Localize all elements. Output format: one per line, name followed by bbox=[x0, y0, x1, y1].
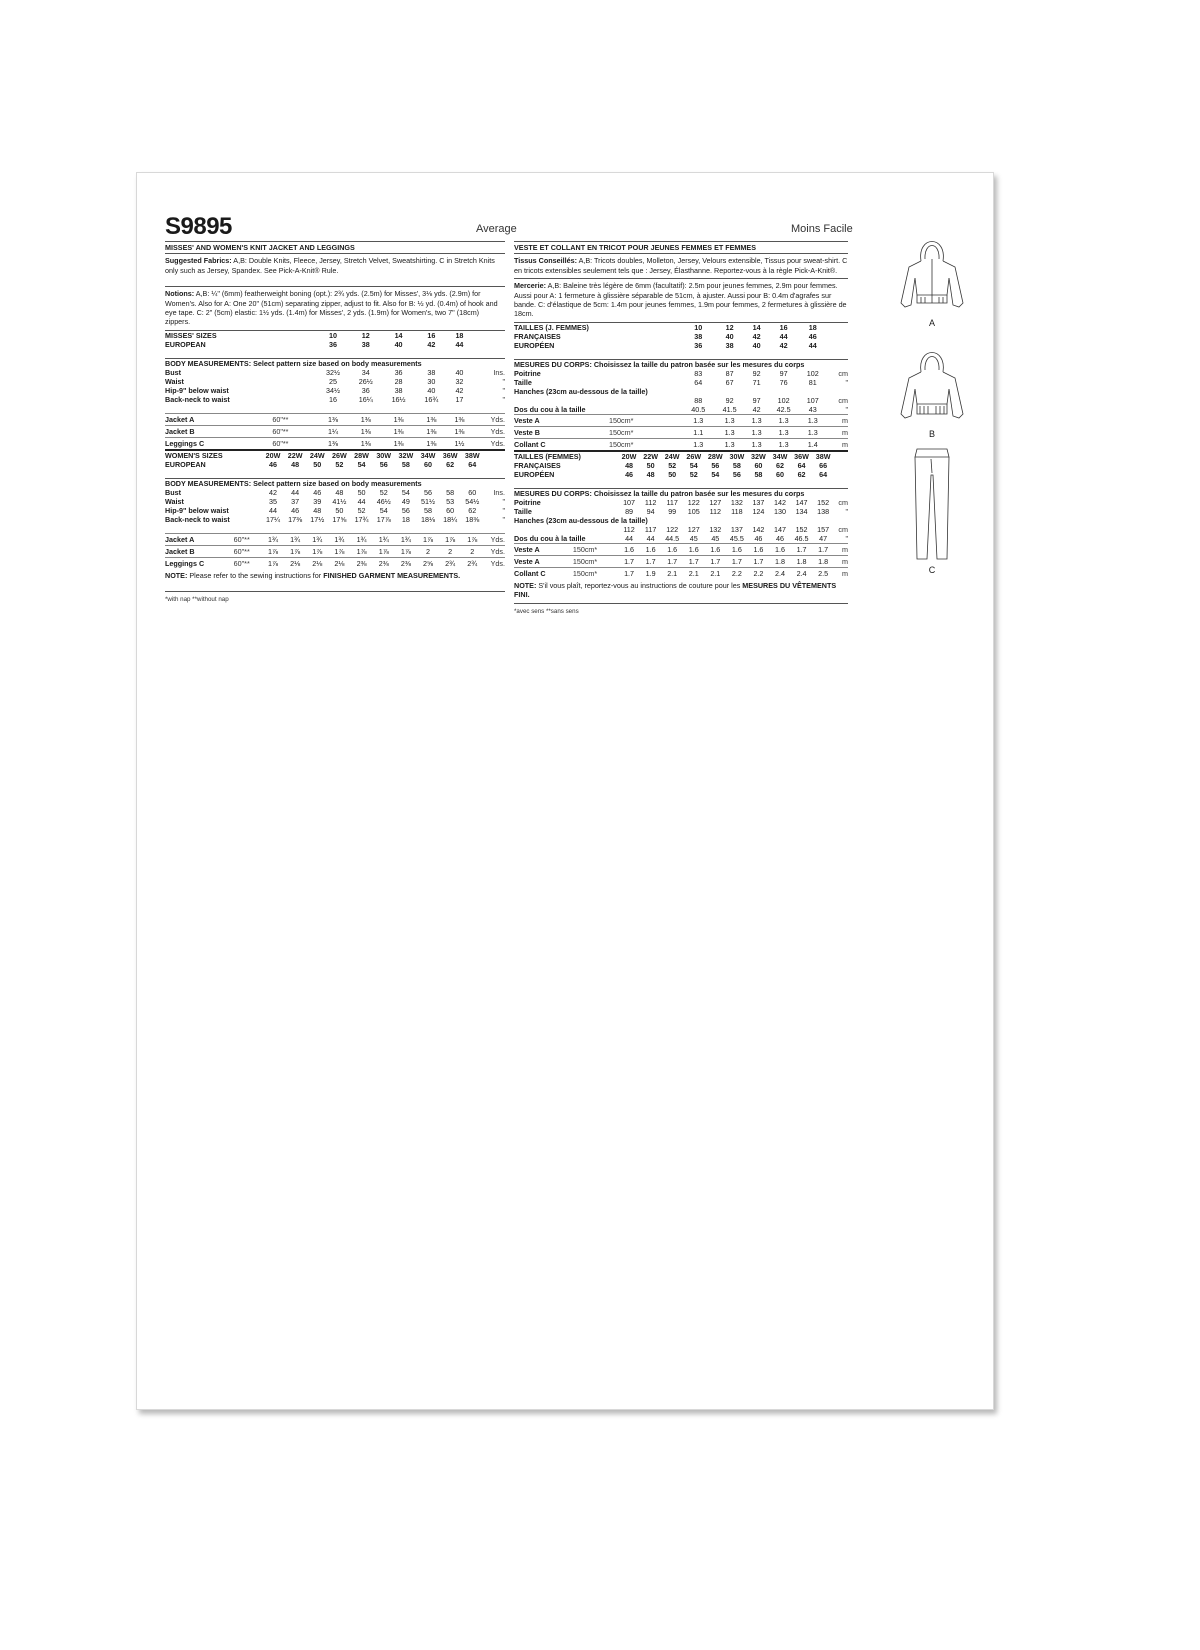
table-row: TAILLES (J. FEMMES) 10 12 14 16 18 bbox=[514, 322, 817, 332]
table-row: FRANÇAISES 48 50 52 54 56 58 60 62 64 66 bbox=[514, 460, 828, 470]
table-row: Jacket A 60"** 1¾ 1¾ 1¾ 1¾ 1¾ 1¾ 1¾ 1⅞ 1⅞ 1⅞ Yds. bbox=[165, 534, 505, 544]
fabrics-fr: Tissus Conseillés: A,B: Tricots doubles, Molleton, Jersey, Velours extensible, Tissus pour sweat-shirt. C en tricots extensibles seulement tels que : Jersey, Élasthanne. Reportez-vous à la règle Pick-A-Knit®. bbox=[514, 256, 848, 275]
women-table-fr bbox=[514, 452, 848, 579]
misses-table-fr bbox=[514, 323, 848, 450]
table-row: 88 92 97 102 107 cm bbox=[694, 395, 848, 405]
footnote-en: *with nap **without nap bbox=[165, 596, 229, 604]
note-fr: NOTE: S'il vous plaît, reportez-vous au instructions de couture pour les MESURES DU VÊTEMENTS FINI. bbox=[514, 580, 837, 600]
leggings-c-icon bbox=[887, 445, 977, 565]
table-row: BODY MEASUREMENTS: Select pattern size based on body measurements bbox=[165, 478, 505, 488]
table-row: Poitrine 83 87 92 97 102 cm bbox=[514, 368, 848, 378]
table-row: FRANÇAISES 38 40 42 44 46 bbox=[514, 331, 817, 341]
notions-en: Notions: A,B: ¼" (6mm) featherweight boning (opt.): 2¾ yds. (2.5m) for Misses', 3⅛ yds. (2.9m) for Women's. Also for A: One 20" (51cm) separating zipper, adjust to fit. Also for B: ½ yd. (0.4m) of hook and eye tape. C: 2" (5cm) elastic: 1½ yds. (1.4m) for Misses', 2 yds. (1.9m) for Women's, two 7" (18cm) zippers. bbox=[165, 289, 498, 327]
table-row: Jacket B 60"** 1¼ 1⅜ 1⅜ 1⅜ 1⅜ Yds. bbox=[165, 426, 505, 436]
table-row: Veste B 150cm* 1.1 1.3 1.3 1.3 1.3 m bbox=[514, 427, 848, 437]
table-row: Veste A 150cm* 1.7 1.7 1.7 1.7 1.7 1.7 1.7 1.8 1.8 1.8 m bbox=[514, 556, 848, 566]
table-row: Dos du cou à la taille 40.5 41.5 42 42.5 43 " bbox=[514, 404, 848, 414]
table-row: WOMEN'S SIZES 20W 22W 24W 26W 28W 30W 32W 34W 36W 38W bbox=[165, 450, 480, 460]
table-row bbox=[165, 404, 505, 414]
garment-illustrations bbox=[887, 223, 977, 581]
table-row: MESURES DU CORPS: Choisissez la taille du patron basée sur les mesures du corps bbox=[514, 488, 848, 498]
table-row: MESURES DU CORPS: Choisissez la taille du patron basée sur les mesures du corps bbox=[514, 359, 848, 369]
table-row: Hip-9" below waist 34½ 36 38 40 42 " bbox=[165, 385, 505, 395]
french-column bbox=[514, 241, 848, 616]
women-table-en bbox=[165, 451, 505, 569]
table-row: TAILLES (FEMMES) 20W 22W 24W 26W 28W 30W 32W 34W 36W 38W bbox=[514, 451, 831, 461]
table-row: Veste A 150cm* 1.6 1.6 1.6 1.6 1.6 1.6 1.6 1.6 1.7 1.7 m bbox=[514, 544, 848, 554]
table-row: Taille 64 67 71 76 81 " bbox=[514, 377, 848, 387]
table-row: Leggings C 60"** 1⅞ 2⅛ 2⅛ 2⅛ 2⅜ 2⅜ 2⅜ 2⅝ 2¾ 2¾ Yds. bbox=[165, 558, 505, 568]
table-row bbox=[514, 479, 848, 489]
table-row: EUROPÉEN 36 38 40 42 44 bbox=[514, 340, 817, 350]
notions-fr: Mercerie: A,B: Baleine très légère de 6mm (facultatif): 2.5m pour jeunes femmes, 2.9m pour femmes. Aussi pour A: 1 fermeture à glissière séparable de 51cm, à ajuster. Aussi pour B: 0.4m d'agrafes sur bande. C: d'élastique de 5cm: 1.4m pour jeunes femmes, 1.9m pour femmes, 2 fermetures à glissière de 18cm. bbox=[514, 281, 847, 319]
table-row: EUROPEAN 36 38 40 42 44 bbox=[165, 339, 464, 349]
pattern-envelope-back bbox=[136, 172, 994, 1410]
table-row: 112 117 122 127 132 137 142 147 152 157 cm bbox=[623, 524, 848, 534]
table-row: Veste A 150cm* 1.3 1.3 1.3 1.3 1.3 m bbox=[514, 415, 848, 425]
table-row: EUROPÉEN 46 48 50 52 54 56 58 60 62 64 bbox=[514, 469, 828, 479]
table-row: Leggings C 60"** 1⅜ 1⅜ 1⅜ 1⅜ 1½ Yds. bbox=[165, 438, 505, 448]
table-row: Dos du cou à la taille 44 44 44.5 45 45 45.5 46 46 46.5 47 " bbox=[514, 533, 848, 543]
view-a-label: A bbox=[928, 318, 935, 328]
table-row: Bust 42 44 46 48 50 52 54 56 58 60 Ins. bbox=[165, 487, 505, 497]
view-c-label: C bbox=[928, 565, 936, 575]
difficulty-en: Average bbox=[476, 223, 517, 235]
table-row: Back-neck to waist 17¼ 17⅜ 17½ 17⅝ 17¾ 17⅞ 18 18⅛ 18¼ 18⅜ " bbox=[165, 514, 505, 524]
table-row: MISSES' SIZES 10 12 14 16 18 bbox=[165, 330, 464, 340]
note-en: NOTE: Please refer to the sewing instructions for FINISHED GARMENT MEASUREMENTS. bbox=[165, 570, 461, 580]
table-row: Collant C 150cm* 1.7 1.9 2.1 2.1 2.1 2.2 2.2 2.4 2.4 2.5 m bbox=[514, 568, 848, 578]
footnote-fr: *avec sens **sans sens bbox=[514, 607, 579, 615]
table-row: Waist 25 26½ 28 30 32 " bbox=[165, 376, 505, 386]
table-row: Poitrine 107 112 117 122 127 132 137 142 147 152 cm bbox=[514, 497, 848, 507]
title-fr: VESTE ET COLLANT EN TRICOT POUR JEUNES FEMMES ET FEMMES bbox=[514, 243, 756, 252]
fabrics-en: Suggested Fabrics: A,B: Double Knits, Fleece, Jersey, Stretch Velvet, Sweatshirting. C in Stretch Knits only such as Jersey, Spandex. See Pick-A-Knit® Rule. bbox=[165, 256, 495, 275]
table-row: Jacket B 60"** 1⅞ 1⅞ 1⅞ 1⅞ 1⅞ 1⅞ 1⅞ 2 2 2 Yds. bbox=[165, 546, 505, 556]
table-row: Jacket A 60"** 1⅜ 1⅜ 1⅜ 1⅜ 1⅜ Yds. bbox=[165, 414, 505, 424]
table-row: Collant C 150cm* 1.3 1.3 1.3 1.3 1.4 m bbox=[514, 439, 848, 449]
english-column bbox=[165, 241, 505, 605]
table-row: Bust 32½ 34 36 38 40 Ins. bbox=[165, 367, 505, 377]
misses-table-en bbox=[165, 331, 505, 449]
table-row: Hanches (23cm au-dessous de la taille) bbox=[514, 515, 648, 525]
table-row: BODY MEASUREMENTS: Select pattern size based on body measurements bbox=[165, 358, 505, 368]
table-row: Hanches (23cm au-dessous de la taille) bbox=[514, 386, 648, 396]
table-row: Hip-9" below waist 44 46 48 50 52 54 56 58 60 62 " bbox=[165, 505, 505, 515]
view-b-label: B bbox=[928, 429, 935, 439]
table-row: EUROPEAN 46 48 50 52 54 56 58 60 62 64 bbox=[165, 459, 477, 469]
table-row: Waist 35 37 39 41½ 44 46½ 49 51½ 53 54½ " bbox=[165, 496, 505, 506]
difficulty-fr: Moins Facile bbox=[791, 223, 853, 235]
pattern-number: S9895 bbox=[165, 213, 232, 240]
table-row bbox=[514, 350, 848, 360]
table-row bbox=[165, 349, 505, 359]
hooded-jacket-b-icon bbox=[887, 334, 977, 429]
hooded-jacket-a-icon bbox=[887, 223, 977, 318]
table-row bbox=[165, 524, 505, 534]
table-row: Back-neck to waist 16 16¼ 16½ 16¾ 17 " bbox=[165, 394, 505, 404]
table-row: Taille 89 94 99 105 112 118 124 130 134 138 " bbox=[514, 506, 848, 516]
table-row bbox=[165, 469, 505, 479]
title-en: MISSES' AND WOMEN'S KNIT JACKET AND LEGGINGS bbox=[165, 243, 355, 252]
